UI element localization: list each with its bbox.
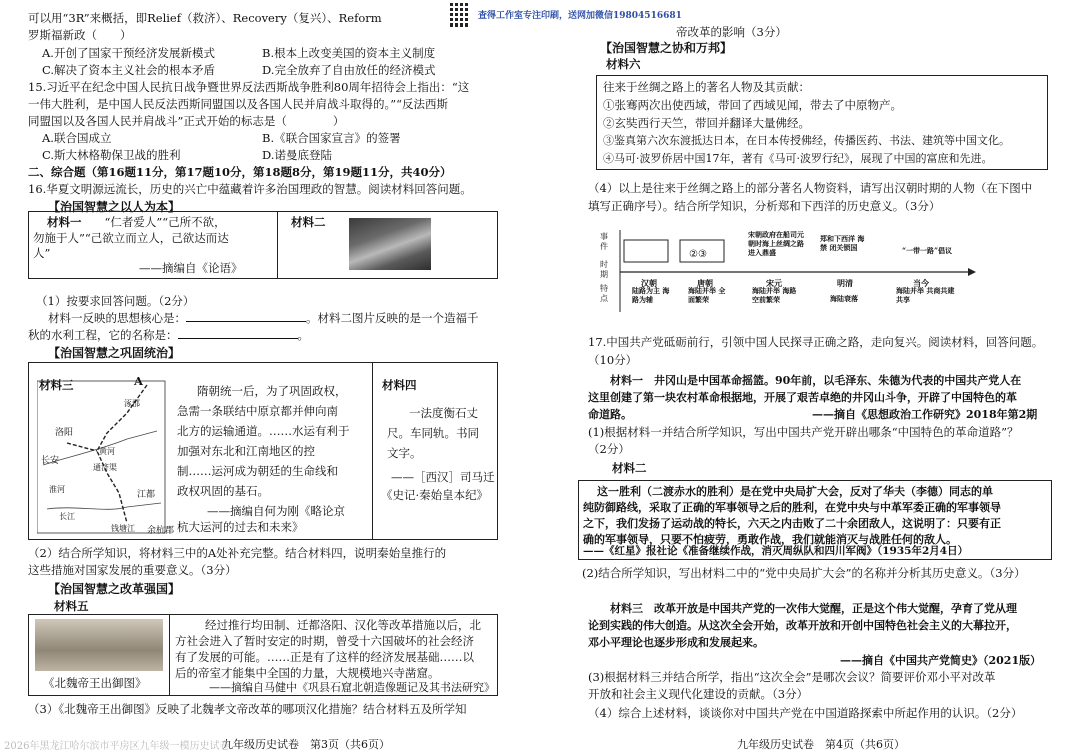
q16-1-prompt-b: 。材料二图片反映的是一个造福千 (306, 311, 479, 325)
section-heading-rule: 【治国智慧之巩固统治】 (48, 346, 181, 360)
timeline-feature-today: 海陆并举 共商共建共享 (896, 286, 955, 304)
section-heading-reform: 【治国智慧之改革强国】 (48, 582, 181, 596)
m4-label: 材料四 (382, 378, 417, 392)
timeline-row-events: 事件 (600, 232, 608, 251)
q16-1-prompt-c: 秋的水利工程，它的名称是： (28, 328, 178, 342)
section-title: 二、综合题（第16题11分，第17题10分，第18题8分，第19题11分，共40分） (28, 165, 452, 179)
material-5-box (28, 614, 498, 696)
timeline-event-4: “一带一路”倡议 (902, 246, 953, 255)
timeline-period-today: 当今 (913, 278, 929, 288)
timeline-event-1: ②③ (689, 249, 707, 260)
m5-text-4: 后的帝室才能集中全国的力量，大规模地兴寺凿窟。 (175, 666, 440, 680)
map-label-huaihe: 淮河 (49, 485, 65, 494)
m3-text-3: 北方的运输通道。……水运有利于 (177, 424, 350, 438)
m6-label: 材料六 (606, 57, 641, 71)
q17-m3-source: ——摘自《中国共产党简史》（2021版） (840, 654, 1042, 667)
q16-4-line-2: 填写正确序号）。结合所学知识，分析郑和下西洋的历史意义。（3分） (588, 199, 941, 213)
q15-option-a: A.联合国成立 (42, 131, 112, 145)
q16-3-line: （3）《北魏帝王出御图》反映了北魏孝文帝改革的哪项汉化措施？结合材料五及所学知 (28, 702, 467, 716)
m2-label: 材料二 (291, 215, 326, 229)
q15-option-d: D.诺曼底登陆 (262, 148, 332, 162)
timeline-row-period: 时期 (600, 260, 608, 279)
section-heading-harmony: 【治国智慧之协和万邦】 (600, 41, 733, 55)
q17-m1-line-2: 这里创建了第一块农村革命根据地，开展了艰苦卓绝的井冈山斗争，开辟了中国特色的革 (588, 391, 1017, 404)
answer-blank-1[interactable] (186, 321, 306, 322)
q17-3-line-1: (3)根据材料三并结合所学，指出“这次全会”是哪次会议？简要评价邓小平对改革 (588, 670, 996, 684)
q17-3-line-2: 开放和社会主义现代化建设的贡献。（3分） (588, 687, 809, 701)
material-6-box (596, 75, 1048, 170)
q17-m2-line-2: 纯防御路线，采取了正确的军事领导之后的胜利，在党中央与中革军委正确的军事领导 (583, 501, 1001, 514)
m4-source-1: ——［西汉］司马迁 (391, 470, 495, 484)
m1-label: 材料一 (47, 215, 82, 229)
footer-page-4: 九年级历史试卷 第4页（共6页） (737, 738, 905, 751)
m5-text-1: 经过推行均田制、迁都洛阳、汉化等改革措施以后，北 (205, 618, 481, 632)
timeline-row-feature: 特点 (600, 284, 608, 303)
qr-code (445, 0, 473, 30)
map-label-changan: 长安 (41, 456, 60, 466)
watermark-text: 査得工作室专注印刷，送网加微信19804516681 (478, 11, 682, 21)
q17-1-line-2: （2分） (588, 442, 630, 456)
q17-m3-line-3: 邓小平理论也逐步形成和发展起来。 (588, 636, 764, 649)
q17-1-line-1: (1)根据材料一并结合所学知识，写出中国共产党开辟出哪条“中国特色的革命道路”？ (588, 425, 1019, 439)
q17-m3-line-1: 材料三 改革开放是中国共产党的一次伟大觉醒，正是这个伟大觉醒，孕育了党从理 (610, 602, 1017, 615)
timeline-feature-han: 陆路为主 海路为辅 (632, 286, 670, 304)
map-label-tongji: 通济渠 (93, 463, 117, 472)
q14-option-d: D.完全放弃了自由放任的经济模式 (262, 63, 436, 77)
map-label-a: A (134, 374, 143, 388)
timeline-period-mingqing: 明清 (837, 278, 853, 288)
q16-1-prompt-a: 材料一反映的思想核心是： (48, 311, 186, 325)
q16-intro: 16.华夏文明源远流长，历史的兴亡中蕴藏着许多治国理政的智慧。阅读材料回答问题。 (28, 182, 472, 196)
q14-stem-2: 罗斯福新政（ ） (28, 28, 132, 42)
q16-2-line-2: 这些措施对国家发展的重要意义。（3分） (28, 563, 237, 577)
m5-text-3: 有了发展的可能。……正是有了这样的经济发展基础……以 (175, 650, 474, 664)
m5-label: 材料五 (54, 599, 89, 613)
timeline-period-tang: 唐朝 (697, 278, 713, 288)
m1-text-1: “仁者爱人”“己所不欲， (104, 215, 226, 229)
m3-label: 材料三 (39, 378, 74, 392)
map-label-qiantang: 钱塘江 (111, 524, 135, 533)
q17-m2-line-1: 这一胜利（二渡赤水的胜利）是在党中央局扩大会，反对了华夫（李德）同志的单 (597, 485, 993, 498)
m4-text-3: 文字。 (387, 446, 422, 460)
q17-m2-line-3: 之下，我们发扬了运动战的特长，六天之内击败了二十余团敌人，这说明了：只要有正 (583, 517, 1001, 530)
m6-item-2: ②玄奘西行天竺，带回并翻译大量佛经。 (603, 116, 810, 130)
timeline-event-3: 郑和下西洋 海禁 闭关锁国 (820, 234, 865, 252)
q17-m1-line-3: 命道路。 (588, 408, 632, 421)
m5-text-2: 方社会进入了暂时安定的时期，曾受十六国破坏的社会经济 (175, 634, 474, 648)
footer-page-3: 九年级历史试卷 第3页（共6页） (222, 738, 390, 751)
q14-option-a: A.开创了国家干预经济发展新模式 (42, 46, 215, 60)
q17-m1-source: ——摘自《思想政治工作研究》2018年第2期 (812, 408, 1038, 421)
map-label-luoyang: 洛阳 (55, 428, 74, 438)
corner-watermark: 2026年黑龙江哈尔滨市平房区九年级一模历史试卷 (4, 741, 230, 752)
m3-text-1: 隋朝统一后，为了巩固政权， (197, 384, 347, 398)
m1-text-3: 人” (33, 246, 51, 260)
m1-text-2: 勿施于人”“己欲立而立人，己欲达而达 (33, 231, 229, 245)
q16-4-line-1: （4）以上是往来于丝绸之路上的部分著名人物资料，请写出汉朝时期的人物（在下图中 (588, 181, 1033, 195)
timeline-feature-mingqing: 海陆衰落 (830, 294, 858, 303)
timeline-feature-tang: 海陆并举 全面繁荣 (688, 286, 726, 304)
q17-m3-line-2: 论到实践的伟大创造。从这次全会开始，改革开放和开创中国特色社会主义的大幕拉开， (588, 619, 1017, 632)
q16-3-tail: 帝改革的影响（3分） (676, 25, 787, 39)
map-label-changjiang: 长江 (59, 512, 75, 521)
m4-text-1: 一法度衡石丈 (409, 406, 478, 420)
q15-option-c: C.斯大林格勒保卫战的胜利 (42, 148, 181, 162)
q16-1-end: 。 (297, 328, 309, 342)
material-3-4-box (28, 362, 498, 540)
m3-text-6: 政权巩固的基石。 (177, 484, 269, 498)
m6-item-4: ④马可·波罗侨居中国17年，著有《马可·波罗行纪》，展现了中国的富庶和先进。 (603, 152, 993, 165)
m3-text-5: 制……运河成为朝廷的生命线和 (177, 464, 338, 478)
m3-text-4: 加强对东北和江南地区的控 (177, 444, 315, 458)
dujiangyan-photo (349, 218, 431, 270)
map-label-huanghe: 黄河 (99, 447, 115, 456)
q15-line-3: 同盟国以及各国人民并肩战斗”正式开始的标志是（ ） (28, 114, 345, 128)
m3-text-2: 急需一条联结中原京都并伸向南 (177, 404, 338, 418)
m4-text-2: 尺。车同轨。书同 (387, 426, 479, 440)
m6-item-1: ①张骞两次出使西域，带回了西域见闻，带去了中原物产。 (603, 98, 902, 112)
beiwei-painting (35, 619, 163, 671)
timeline-event-2: 宋朝政府在船司元朝时海上丝绸之路进入鼎盛 (748, 230, 804, 257)
q17-material-2-box (578, 480, 1052, 560)
timeline-feature-songyuan: 海陆并举 海路空前繁荣 (752, 286, 797, 304)
q15-line-2: 一伟大胜利，是中国人民反法西斯同盟国以及各国人民并肩战斗取得的。”“反法西斯 (28, 97, 449, 111)
timeline-period-han: 汉朝 (641, 278, 657, 288)
answer-blank-2[interactable] (178, 338, 298, 339)
q17-intro-1: 17.中国共产党砥砺前行，引领中国人民探寻正确之路，走向复兴。阅读材料，回答问题。 (588, 335, 1044, 349)
section-heading-people: 【治国智慧之以人为本】 (48, 200, 181, 214)
q17-m2-label: 材料二 (612, 461, 647, 475)
map-label-jiangdu: 江都 (137, 490, 156, 500)
m4-source-2: 《史记·秦始皇本纪》 (381, 488, 489, 502)
q16-2-line-1: （2）结合所学知识，将材料三中的A处补充完整。结合材料四，说明秦始皇推行的 (28, 546, 447, 560)
q16-1-line-1: （1）按要求回答问题。（2分） (36, 294, 195, 308)
timeline-period-songyuan: 宋元 (766, 278, 782, 288)
q14-stem: 可以用“3R”来概括，即Relief（救济）、Recovery（复兴）、Reform (28, 11, 382, 25)
q15-option-b: B.《联合国家宣言》的签署 (262, 131, 401, 145)
q14-option-c: C.解决了资本主义社会的根本矛盾 (42, 63, 216, 77)
q15-line-1: 15.习近平在纪念中国人民抗日战争暨世界反法西斯战争胜利80周年招待会上指出：“这 (28, 80, 470, 94)
q17-m1-line-1: 材料一 井冈山是中国革命摇篮。90年前，以毛泽东、朱德为代表的中国共产党人在 (610, 374, 1022, 387)
m3-source-2: 杭大运河的过去和未来》 (177, 520, 304, 534)
m6-intro: 往来于丝绸之路上的著名人物及其贡献： (603, 80, 810, 94)
m3-source-1: ——摘编自何为刚《略论京 (207, 504, 345, 518)
m5-source: ——摘编自马健中《巩县石窟北朝造像题记及其书法研究》 (209, 681, 495, 694)
m1-source: ——摘编自《论语》 (139, 261, 243, 275)
q14-option-b: B.根本上改变美国的资本主义制度 (262, 46, 436, 60)
q17-m2-source: ——《红星》报社论《准备继续作战，消灭周纵队和四川军阀》（1935年2月4日） (583, 545, 969, 557)
m5-caption: 《北魏帝王出御图》 (43, 676, 147, 690)
q17-2-line: (2)结合所学知识，写出材料二中的“党中央局扩大会”的名称并分析其历史意义。（3分） (582, 566, 1026, 580)
map-label-zhuojun: 涿郡 (124, 399, 140, 408)
q17-m2-line-4: 确的军事领导，只要不怕疲劳，勇敢作战，我们就能消灭与战胜任何的敌人。 (583, 533, 957, 546)
map-label-yuhang: 余杭郡 (147, 526, 175, 536)
q17-intro-2: （10分） (588, 353, 638, 367)
q17-4-line: （4）综合上述材料，谈谈你对中国共产党在中国道路探索中所起作用的认识。（2分） (588, 706, 1023, 720)
material-1-2-box (28, 211, 498, 279)
m6-item-3: ③鉴真第六次东渡抵达日本，在日本传授佛经，传播医药、书法、建筑等中国文化。 (603, 134, 1010, 147)
